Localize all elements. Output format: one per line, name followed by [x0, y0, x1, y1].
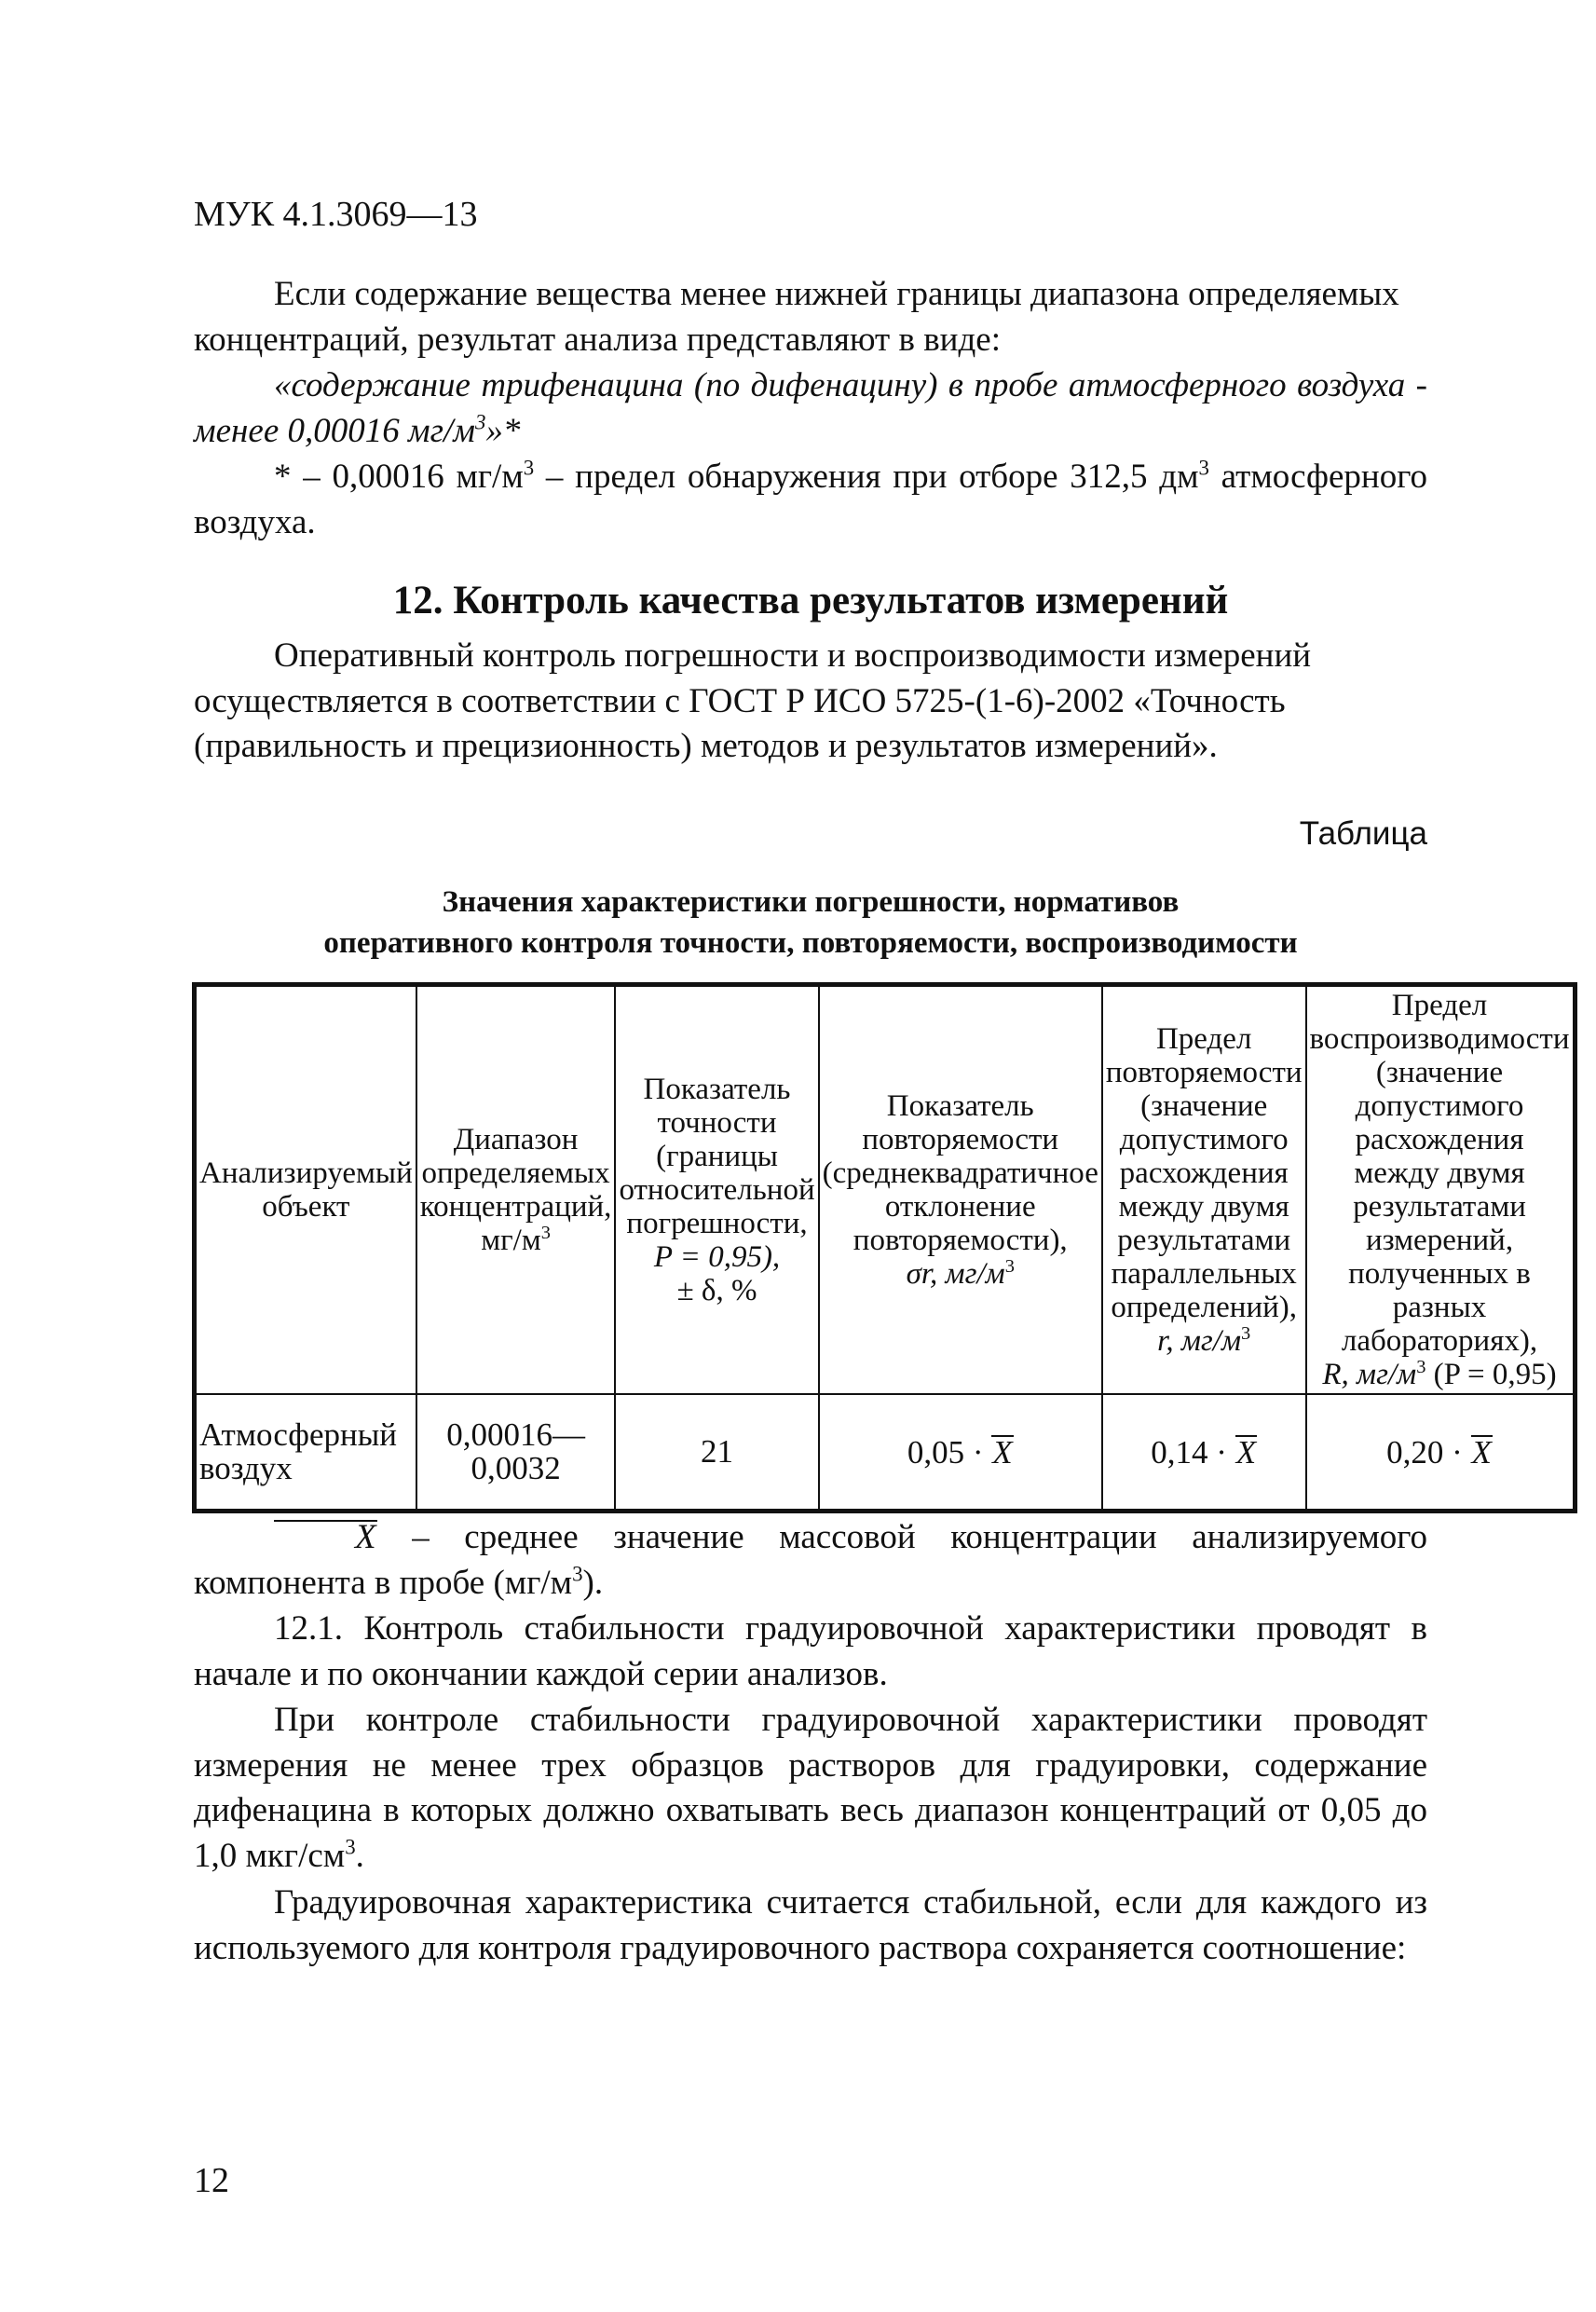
result-format-end: »*	[485, 411, 521, 450]
cube-sup: 3	[523, 456, 535, 480]
table-label: Таблица	[1299, 815, 1427, 852]
cell-reproducibility-limit: 0,20 · X	[1306, 1394, 1575, 1512]
characteristics-table	[192, 982, 1577, 1513]
footnote-text-a: * – 0,00016 мг/м	[274, 458, 524, 496]
section-paragraph: Оперативный контроль погрешности и воспроизводимости измерений осуществляется в соответствии с ГОСТ Р ИСО 5725-(1-6)-2002 «Точность (правильность и прецизионность) методов и результатов измерений».	[194, 636, 1312, 765]
header-range: Диапазон определяемых концентраций, $мг/м^3$	[416, 985, 616, 1395]
cube-sup: 3	[572, 1562, 583, 1586]
stability-paragraph: Градуировочная характеристика считается стабильной, если для каждого из используемого для контроля градуировочного раствора сохраняется соотношение:	[194, 1883, 1427, 1967]
page-number: 12	[194, 2161, 229, 2200]
footnote-text-b: – предел обнаружения при отборе 312,5 дм	[534, 458, 1199, 496]
control-paragraph	[194, 1698, 1427, 1879]
control-paragraph-end: .	[355, 1836, 364, 1875]
cube-sup: 3	[474, 410, 486, 434]
section-heading: 12. Контроль качества результатов измерений	[392, 579, 1229, 622]
cell-repeatability-index: 0,05 · X	[819, 1394, 1102, 1512]
table-row	[195, 1394, 1576, 1512]
footnote-text-c: атмосферного воздуха.	[194, 458, 1427, 541]
cell-range: 0,00016— 0,0032	[416, 1394, 616, 1512]
cube-sup: 3	[1198, 456, 1209, 480]
result-format-text: «содержание трифенацина (по дифенацину) в пробе атмосферного воздуха - менее 0,00016 мг/м	[194, 366, 1427, 450]
header-repeatability-index: Показатель повторяемости (среднеквадратичное отклонение повторяемости), σr, $мг/м^3$	[819, 985, 1102, 1395]
xbar-definition-text: – среднее значение массовой концентрации анализируемого компонента в пробе (мг/м	[194, 1518, 1427, 1602]
cell-repeatability-limit: 0,14 · X	[1102, 1394, 1306, 1512]
result-format-paragraph	[194, 363, 1427, 454]
cell-object: Атмосферный воздух	[195, 1394, 416, 1512]
header-object: Анализируемый объект	[195, 985, 416, 1395]
document-code: МУК 4.1.3069—13	[194, 195, 478, 234]
xbar-definition-end: ).	[582, 1563, 604, 1602]
paragraph-12-1: 12.1. Контроль стабильности градуировочной характеристики проводят в начале и по окончании каждой серии анализов.	[194, 1609, 1427, 1693]
table-caption-line1: Значения характеристики погрешности, нормативов	[442, 885, 1180, 919]
cell-accuracy: 21	[615, 1394, 818, 1512]
table-caption-line2: оперативного контроля точности, повторяемости, воспроизводимости	[323, 926, 1298, 960]
footnote-paragraph	[194, 455, 1427, 545]
header-reproducibility-limit: Предел воспроизводимости (значение допустимого расхождения между двумя результатами измерений, полученных в разных лабораториях), R, $мг/м^3$ (P = 0,95)	[1306, 985, 1575, 1395]
control-paragraph-text: При контроле стабильности градуировочной характеристики проводят измерения не менее трех образцов растворов для градуировки, содержание дифенацина в которых должно охватывать весь диапазон концентраций от 0,05 до 1,0 мкг/см	[194, 1701, 1427, 1875]
header-accuracy: Показатель точности (границы относительной погрешности, P = 0,95), ± δ, %	[615, 985, 818, 1395]
xbar-definition	[194, 1515, 1427, 1606]
intro-paragraph: Если содержание вещества менее нижней границы диапазона определяемых концентраций, результат анализа представляют в виде:	[194, 275, 1399, 359]
header-repeatability-limit: Предел повторяемости (значение допустимого расхождения между двумя результатами параллельных определений), r, $мг/м^3$	[1102, 985, 1306, 1395]
cube-sup: 3	[345, 1835, 356, 1859]
table-header-row	[195, 985, 1576, 1395]
xbar-symbol: X	[274, 1520, 377, 1553]
